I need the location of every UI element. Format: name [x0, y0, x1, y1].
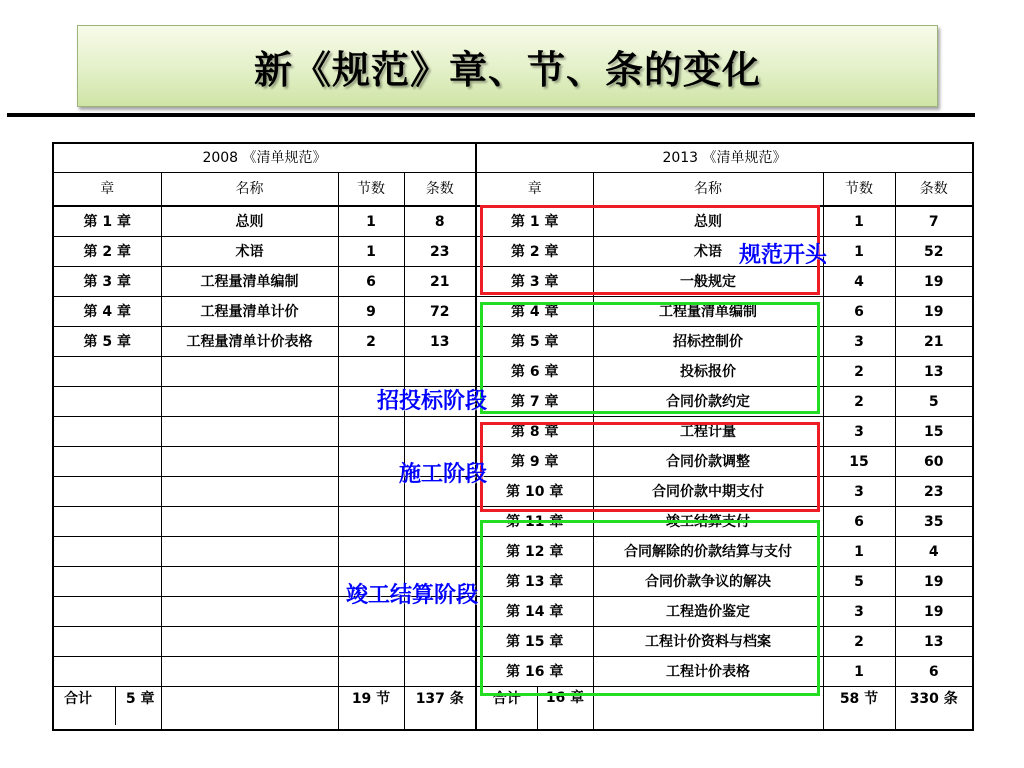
right-chapter-cell: 第 14 章 [476, 597, 593, 627]
page-title: 新《规范》章、节、条的变化 [253, 47, 761, 92]
right-version-header: 2013 《清单规范》 [476, 143, 973, 173]
empty-cell [53, 387, 161, 417]
right-name-cell: 术语 [593, 237, 823, 267]
construction-box [480, 422, 820, 512]
right-name-cell: 合同价款争议的解决 [593, 567, 823, 597]
right-chapter-cell: 第 3 章 [476, 267, 593, 297]
right-chapter-cell: 第 7 章 [476, 387, 593, 417]
empty-cell [338, 537, 404, 567]
left-name-cell: 术语 [161, 237, 338, 267]
right-chapter-cell: 第 13 章 [476, 567, 593, 597]
right-articles-cell: 21 [895, 327, 973, 357]
right-chapter-cell: 第 8 章 [476, 417, 593, 447]
left-name-cell: 工程量清单计价表格 [161, 327, 338, 357]
left-total-chapters: 5 章 [125, 691, 155, 707]
right-articles-cell: 19 [895, 267, 973, 297]
empty-cell [53, 477, 161, 507]
left-chapter-cell: 第 2 章 [53, 237, 161, 267]
right-sections-cell: 6 [823, 297, 895, 327]
cell-divider [115, 687, 116, 725]
right-chapter-cell: 第 1 章 [476, 206, 593, 237]
right-sections-cell: 1 [823, 237, 895, 267]
empty-cell [53, 597, 161, 627]
right-sections-cell: 1 [823, 206, 895, 237]
empty-cell [161, 507, 338, 537]
right-articles-cell: 52 [895, 237, 973, 267]
left-version-header: 2008 《清单规范》 [53, 143, 476, 173]
right-name-cell: 工程量清单编制 [593, 297, 823, 327]
empty-cell [404, 417, 476, 447]
empty-cell [53, 657, 161, 687]
right-articles-cell: 13 [895, 627, 973, 657]
empty-cell [404, 507, 476, 537]
right-sections-cell: 5 [823, 567, 895, 597]
empty-cell [404, 657, 476, 687]
right-articles-cell: 19 [895, 597, 973, 627]
empty-cell [161, 357, 338, 387]
right-name-cell: 投标报价 [593, 357, 823, 387]
right-total-articles: 330 条 [895, 687, 973, 731]
right-chapter-cell: 第 5 章 [476, 327, 593, 357]
right-name-cell: 总则 [593, 206, 823, 237]
right-name-cell: 一般规定 [593, 267, 823, 297]
empty-cell [338, 357, 404, 387]
right-name-cell: 招标控制价 [593, 327, 823, 357]
right-sections-cell: 3 [823, 597, 895, 627]
left-total-articles: 137 条 [404, 687, 476, 731]
right-articles-cell: 13 [895, 357, 973, 387]
empty-cell [53, 357, 161, 387]
right-total-label: 合计 [476, 687, 537, 731]
empty-cell [53, 417, 161, 447]
right-articles-cell: 19 [895, 567, 973, 597]
right-chapter-cell: 第 9 章 [476, 447, 593, 477]
left-name-cell: 总则 [161, 206, 338, 237]
col-header-sections: 节数 [338, 173, 404, 207]
empty-cell [338, 447, 404, 477]
right-sections-cell: 3 [823, 417, 895, 447]
empty-cell [161, 447, 338, 477]
right-chapter-cell: 第 2 章 [476, 237, 593, 267]
right-name-cell: 竣工结算支付 [593, 507, 823, 537]
col-header-name: 名称 [161, 173, 338, 207]
right-articles-cell: 35 [895, 507, 973, 537]
empty-cell [53, 447, 161, 477]
empty-cell [53, 537, 161, 567]
title-divider [7, 113, 975, 117]
settlement-label: 竣工结算阶段 [346, 583, 479, 608]
left-articles-cell: 72 [404, 297, 476, 327]
left-total-sections: 19 节 [338, 687, 404, 731]
empty-cell [161, 387, 338, 417]
right-name-cell: 合同价款中期支付 [593, 477, 823, 507]
right-sections-cell: 3 [823, 477, 895, 507]
title-banner [77, 25, 938, 107]
right-articles-cell: 19 [895, 297, 973, 327]
col-header-name: 名称 [593, 173, 823, 207]
empty-cell [338, 657, 404, 687]
column-header-row [53, 173, 973, 207]
empty-cell [338, 627, 404, 657]
left-chapter-cell: 第 1 章 [53, 206, 161, 237]
empty-cell [53, 507, 161, 537]
left-chapter-cell: 第 5 章 [53, 327, 161, 357]
col-header-articles: 条数 [895, 173, 973, 207]
empty-cell [161, 417, 338, 447]
right-sections-cell: 2 [823, 627, 895, 657]
right-chapter-cell: 第 15 章 [476, 627, 593, 657]
right-articles-cell: 4 [895, 537, 973, 567]
right-articles-cell: 23 [895, 477, 973, 507]
left-name-cell: 工程量清单编制 [161, 267, 338, 297]
right-name-cell: 工程造价鉴定 [593, 597, 823, 627]
empty-cell [161, 537, 338, 567]
empty-cell [338, 477, 404, 507]
empty-cell [53, 627, 161, 657]
right-name-cell: 工程计价资料与档案 [593, 627, 823, 657]
empty-cell [161, 567, 338, 597]
right-name-cell: 合同解除的价款结算与支付 [593, 537, 823, 567]
settlement-box [480, 520, 820, 696]
right-chapter-cell: 第 10 章 [476, 477, 593, 507]
left-articles-cell: 23 [404, 237, 476, 267]
empty-cell [338, 507, 404, 537]
right-sections-cell: 2 [823, 387, 895, 417]
empty-cell [161, 477, 338, 507]
left-articles-cell: 21 [404, 267, 476, 297]
right-sections-cell: 6 [823, 507, 895, 537]
version-header-row [53, 143, 973, 173]
right-sections-cell: 4 [823, 267, 895, 297]
right-total-chapters: 16 章 [537, 687, 593, 731]
bidding-box [480, 302, 820, 414]
right-sections-cell: 3 [823, 327, 895, 357]
empty-cell [338, 417, 404, 447]
left-articles-cell: 8 [404, 206, 476, 237]
empty-cell [161, 627, 338, 657]
left-sections-cell: 2 [338, 327, 404, 357]
left-name-cell: 工程量清单计价 [161, 297, 338, 327]
right-sections-cell: 15 [823, 447, 895, 477]
left-sections-cell: 9 [338, 297, 404, 327]
left-total-cell [53, 687, 161, 731]
right-articles-cell: 6 [895, 657, 973, 687]
right-articles-cell: 15 [895, 417, 973, 447]
right-sections-cell: 1 [823, 657, 895, 687]
empty-cell [161, 657, 338, 687]
empty-cell [404, 537, 476, 567]
right-name-cell: 工程计价表格 [593, 657, 823, 687]
right-sections-cell: 2 [823, 357, 895, 387]
left-articles-cell: 13 [404, 327, 476, 357]
right-chapter-cell: 第 12 章 [476, 537, 593, 567]
empty-cell [161, 597, 338, 627]
left-sections-cell: 1 [338, 237, 404, 267]
right-articles-cell: 7 [895, 206, 973, 237]
right-chapter-cell: 第 16 章 [476, 657, 593, 687]
left-total-label: 合计 [64, 691, 92, 707]
construction-label: 施工阶段 [399, 462, 488, 487]
col-header-chapter: 章 [476, 173, 593, 207]
bidding-label: 招投标阶段 [377, 389, 488, 414]
opening-label: 规范开头 [739, 243, 828, 268]
empty-cell [161, 687, 338, 731]
right-articles-cell: 60 [895, 447, 973, 477]
col-header-sections: 节数 [823, 173, 895, 207]
right-articles-cell: 5 [895, 387, 973, 417]
left-sections-cell: 1 [338, 206, 404, 237]
right-name-cell: 合同价款调整 [593, 447, 823, 477]
right-chapter-cell: 第 4 章 [476, 297, 593, 327]
right-chapter-cell: 第 6 章 [476, 357, 593, 387]
empty-cell [53, 567, 161, 597]
right-total-sections: 58 节 [823, 687, 895, 731]
col-header-chapter: 章 [53, 173, 161, 207]
left-chapter-cell: 第 4 章 [53, 297, 161, 327]
empty-cell [404, 627, 476, 657]
right-chapter-cell: 第 11 章 [476, 507, 593, 537]
right-sections-cell: 1 [823, 537, 895, 567]
right-name-cell: 合同价款约定 [593, 387, 823, 417]
right-name-cell: 工程计量 [593, 417, 823, 447]
left-sections-cell: 6 [338, 267, 404, 297]
empty-cell [404, 357, 476, 387]
left-chapter-cell: 第 3 章 [53, 267, 161, 297]
col-header-articles: 条数 [404, 173, 476, 207]
